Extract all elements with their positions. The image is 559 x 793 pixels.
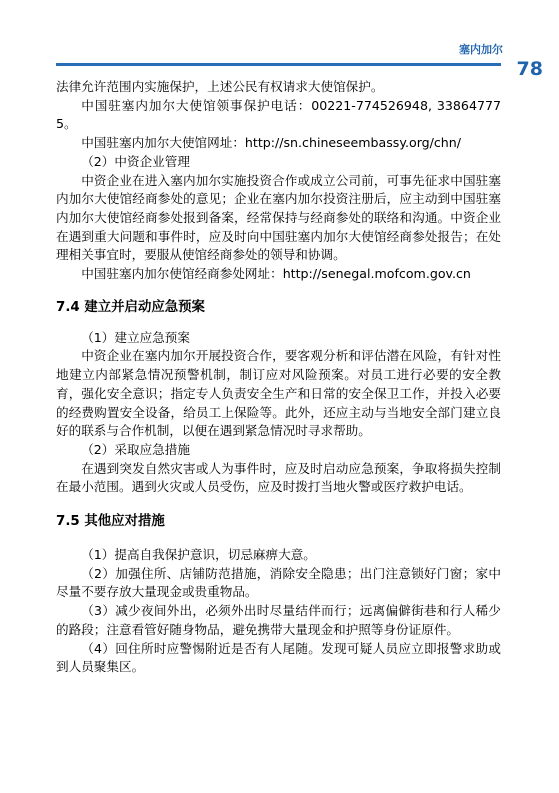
paragraph-embassy-website: 中国驻塞内加尔大使馆网址：http://sn.chineseembassy.org/chn/	[81, 135, 462, 151]
running-header-title: 塞内加尔	[459, 43, 503, 56]
subheading-enterprise-management: （2）中资企业管理	[81, 153, 190, 169]
list-item-1: （1）提高自我保护意识，切忌麻痹大意。	[81, 547, 316, 563]
subheading-build-plan: （1）建立应急预案	[81, 329, 190, 345]
list-item-3: （3）减少夜间外出，必须外出时尽量结伴而行；远离偏僻街巷和行人稀少的路段；注意看管好随身物品，避免携带大量现金和护照等身份证原件。	[56, 603, 501, 637]
subheading-emergency-measures: （2）采取应急措施	[81, 441, 190, 457]
paragraph-emergency-measures: 在遇到突发自然灾害或人为事件时，应及时启动应急预案，争取将损失控制在最小范围。遇到火灾或人员受伤，应及时拨打当地火警或医疗救护电话。	[56, 460, 501, 495]
paragraph-commerce-website: 中国驻塞内加尔使馆经商参处网址：http://senegal.mofcom.gov.cn	[81, 266, 471, 282]
paragraph-build-plan: 中资企业在塞内加尔开展投资合作，要客观分析和评估潜在风险，有针对性地建立内部紧急情况预警机制，制订应对风险预案。对员工进行必要的安全教育，强化安全意识；指定专人负责安全生产和日常的安全保卫工作，并投入必要的经费购置安全设备，给员工上保险等。此外，还应主动与当地安全部门建立良好的联系与合作机制，以便在遇到紧急情况时寻求帮助。	[56, 348, 501, 439]
paragraph-consular-phone: 中国驻塞内加尔大使馆领事保护电话：00221-774526948, 338647775。	[56, 97, 501, 132]
page-number: 78	[516, 58, 543, 80]
paragraph-embassy-protection: 法律允许范围内实施保护，上述公民有权请求大使馆保护。	[56, 79, 384, 94]
section-heading-7-4: 7.4 建立并启动应急预案	[56, 299, 205, 315]
list-item-4: （4）回住所时应警惕附近是否有人尾随。发现可疑人员应立即报警求助或到人员聚集区。	[56, 640, 501, 675]
header-divider	[56, 63, 501, 66]
list-item-2: （2）加强住所、店铺防范措施，消除安全隐患；出门注意锁好门窗；家中尽量不要存放大量现金或贵重物品。	[56, 565, 501, 600]
page-content	[56, 78, 501, 677]
paragraph-enterprise-management: 中资企业在进入塞内加尔实施投资合作或成立公司前，可事先征求中国驻塞内加尔大使馆经商参处的意见；企业在塞内加尔投资注册后，应主动到中国驻塞内加尔大使馆经商参处报到备案，经常保持与经商参处的联络和沟通。中资企业在遇到重大问题和事件时，应及时向中国驻塞内加尔大使馆经商参处报告；在处理相关事宜时，要服从使馆经商参处的领导和协调。	[56, 172, 501, 263]
section-heading-7-5: 7.5 其他应对措施	[56, 514, 165, 530]
